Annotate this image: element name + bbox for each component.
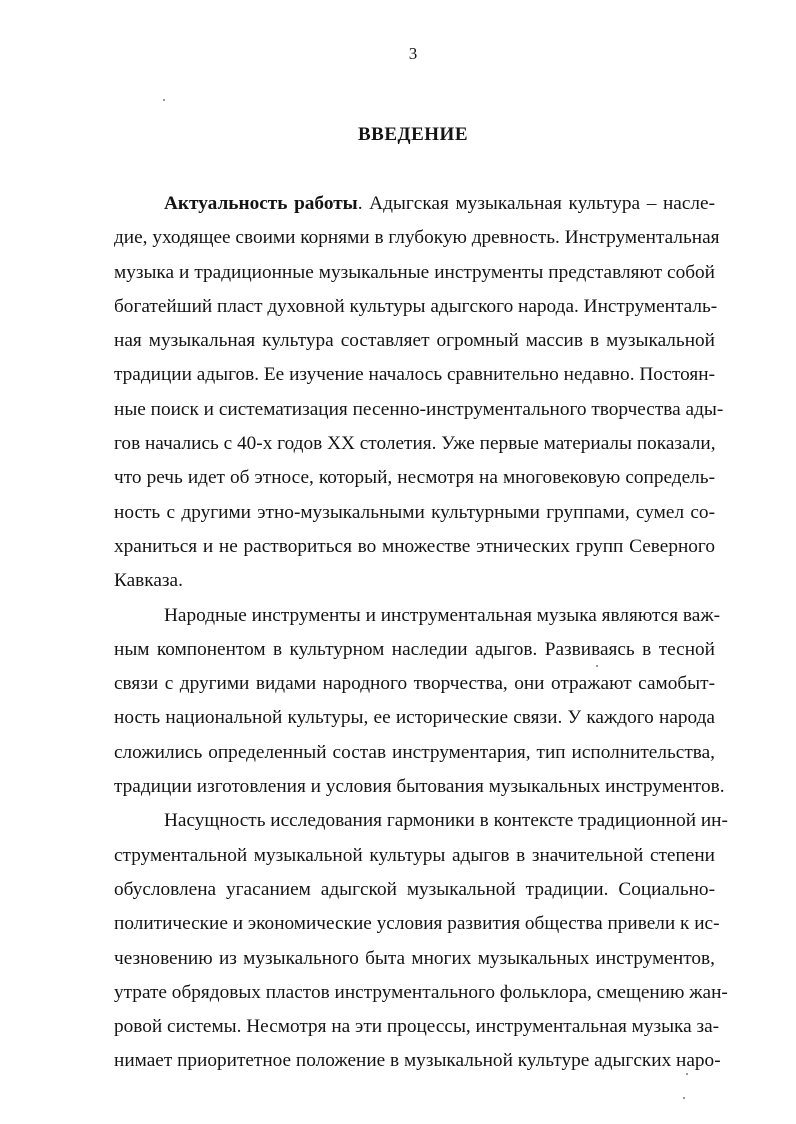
paragraph-line: традиции адыгов. Ее изучение началось сравнительно недавно. Постоян-: [114, 364, 715, 386]
paragraph-line: Кавказа.: [114, 570, 183, 592]
paragraph-line: нимает приоритетное положение в музыкальной культуре адыгских наро-: [114, 1050, 721, 1072]
paragraph-line: что речь идет об этносе, который, несмотря на многовековую сопредель-: [114, 467, 715, 489]
paragraph-line: ная музыкальная культура составляет огромный массив в музыкальной: [114, 330, 715, 352]
paragraph-line: связи с другими видами народного творчества, они отражают самобыт-: [114, 673, 715, 695]
paragraph-line: ные поиск и систематизация песенно-инструментального творчества ады-: [114, 398, 724, 420]
paragraph-line: политические и экономические условия развития общества привели к ис-: [114, 913, 720, 935]
paragraph-line: сложились определенный состав инструментария, тип исполнительства,: [114, 741, 715, 763]
paragraph-urgency: [114, 804, 728, 1078]
paragraph-line: ность национальной культуры, ее исторические связи. У каждого народа: [114, 707, 715, 729]
body-text: [114, 187, 728, 1079]
paragraph-line: Народные инструменты и инструментальная музыка являются важ-: [164, 604, 721, 626]
paragraph-line: ровой системы. Несмотря на эти процессы, инструментальная музыка за-: [114, 1016, 720, 1038]
paragraph-line: утрате обрядовых пластов инструментального фольклора, смещению жан-: [114, 981, 728, 1003]
paragraph-line: богатейший пласт духовной культуры адыгского народа. Инструменталь-: [114, 295, 718, 317]
line-text: . Адыгская музыкальная культура – насле-: [357, 193, 715, 214]
scan-speck: [596, 665, 598, 667]
section-heading: ВВЕДЕНИЕ: [358, 124, 468, 145]
paragraph-line: гов начались с 40-х годов XX столетия. Уже первые материалы показали,: [114, 433, 716, 455]
paragraph-line: музыка и традиционные музыкальные инструменты представляют собой: [114, 261, 715, 283]
paragraph-line: Насущность исследования гармоники в контексте традиционной ин-: [164, 810, 728, 832]
paragraph-line: храниться и не раствориться во множестве этнических групп Северного: [114, 535, 715, 557]
scan-speck: [686, 1073, 688, 1075]
paragraph-line: дие, уходящее своими корнями в глубокую древность. Инструментальная: [114, 227, 720, 249]
page-number: 3: [408, 44, 418, 63]
paragraph-line: ным компонентом в культурном наследии адыгов. Развиваясь в тесной: [114, 638, 715, 660]
scan-speck: [163, 99, 165, 101]
paragraph-line: традиции изготовления и условия бытования музыкальных инструментов.: [114, 776, 725, 798]
paragraph-line: ность с другими этно-музыкальными культурными группами, сумел со-: [114, 501, 715, 523]
paragraph-line: струментальной музыкальной культуры адыгов в значительной степени: [114, 844, 715, 866]
scan-speck: [683, 1097, 685, 1099]
paragraph-folk-instruments: [114, 599, 725, 805]
paragraph-line: чезновению из музыкального быта многих музыкальных инструментов,: [114, 947, 715, 969]
paragraph-line: обусловлена угасанием адыгской музыкальной традиции. Социально-: [114, 878, 715, 900]
lead-phrase: Актуальность работы: [164, 193, 358, 214]
paragraph-relevance: [114, 187, 724, 599]
paragraph-line: [114, 187, 715, 221]
